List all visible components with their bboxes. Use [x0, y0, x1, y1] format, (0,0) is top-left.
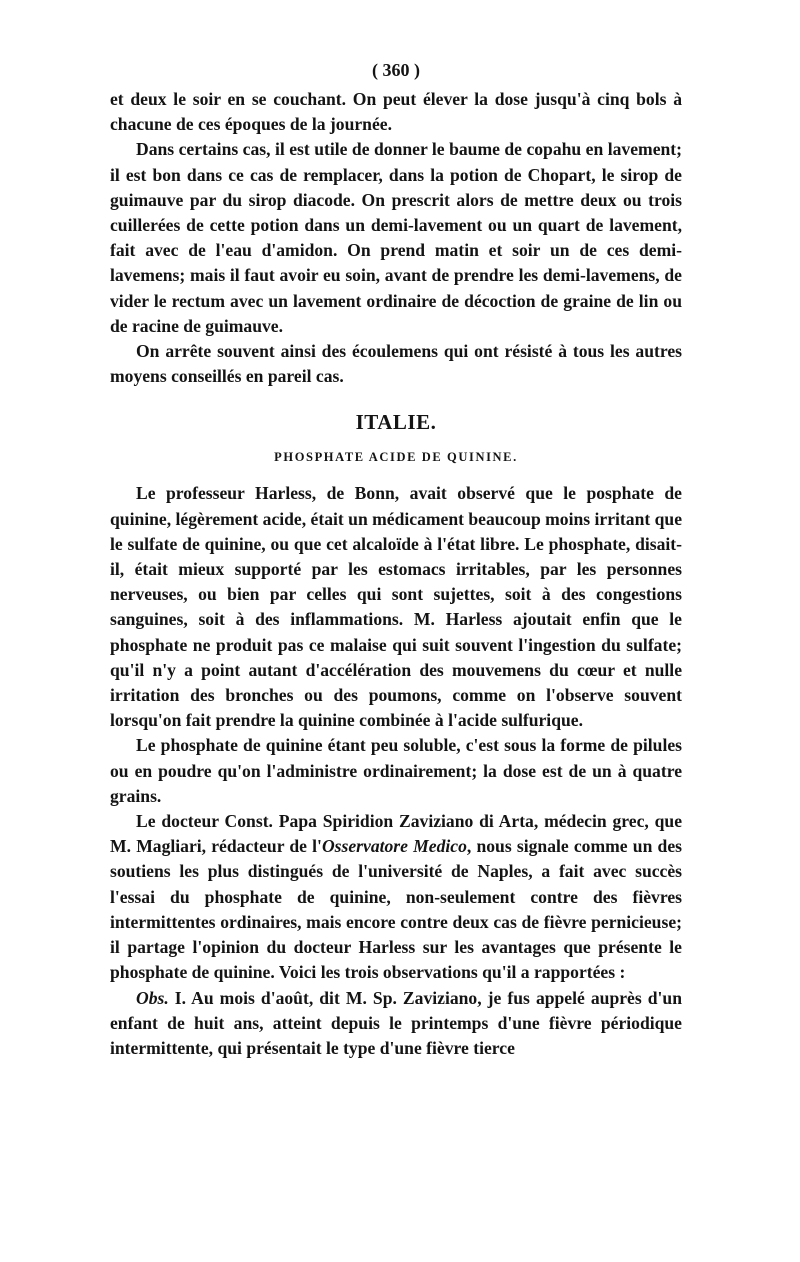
paragraph-zaviziano: [110, 809, 682, 985]
paragraph-ecoulemens: On arrête souvent ainsi des écoulemens qui ont résisté à tous les autres moyens conseillés en pareil cas.: [110, 341, 682, 387]
paragraph-harless: Le professeur Harless, de Bonn, avait observé que le posphate de quinine, légèrement acide, était un médicament beaucoup moins irritant que le sulfate de quinine, ou que cet alcaloïde à l'état libre. Le phosphate, disait-il, était mieux supporté par les estomacs irritables, par les personnes nerveuses, ou bien par celles qui sont sujettes, soit à des congestions sanguines, soit à des inflammations. M. Harless ajoutait enfin que le phosphate ne produit pas ce malaise qui suit souvent l'ingestion du sulfate; qu'il n'y a point autant d'accélération des mouvemens du cœur et nulle irritation des bronches ou des poumons, comme on l'observe souvent lorsqu'on fait prendre la quinine combinée à l'acide sulfurique.: [110, 483, 682, 731]
page-number: ( 360 ): [372, 60, 420, 80]
paragraph-continuation: et deux le soir en se couchant. On peut élever la dose jusqu'à cinq bols à chacune de ces époques de la journée.: [110, 89, 682, 135]
section-title: ITALIE.: [355, 410, 437, 435]
paragraph-copahu-lavement: Dans certains cas, il est utile de donner le baume de copahu en lavement; il est bon dans ce cas de remplacer, dans la potion de Chopart, le sirop de guimauve par du sirop diacode. On prescrit alors de mettre deux ou trois cuillerées de cette potion dans un demi-lavement ou un quart de lavement, fait avec de l'eau d'amidon. On prend matin et soir un de ces demi-lavemens; mais il faut avoir eu soin, avant de prendre les demi-lavemens, de vider le rectum avec un lavement ordinaire de décoction de graine de lin ou de racine de guimauve.: [110, 139, 682, 336]
paragraph-observation-1: [110, 986, 682, 1062]
observation-label: Obs.: [136, 987, 169, 1008]
paragraph-dose: Le phosphate de quinine étant peu soluble, c'est sous la forme de pilules ou en poudre qu'on l'administre ordinairement; la dose est de un à quatre grains.: [110, 735, 682, 806]
journal-title: Osservatore Medico: [321, 836, 467, 857]
paragraph-zaviziano-end: , nous signale comme un des soutiens les plus distingués de l'université de Naples, a fait avec succès l'essai du phosphate de quinine, non-seulement contre des fièvres intermittentes ordinaires, mais encore contre deux cas de fièvre pernicieuse; il partage l'opinion du docteur Harless sur les avantages que présente le phosphate de quinine. Voici les trois observations qu'il a rapportées :: [110, 836, 682, 983]
observation-text: I. Au mois d'août, dit M. Sp. Zaviziano, je fus appelé auprès d'un enfant de huit ans, atteint depuis le printemps d'une fièvre périodique intermittente, qui présentait le type d'une fièvre tierce: [110, 987, 682, 1058]
subsection-title: PHOSPHATE ACIDE DE QUININE.: [274, 450, 518, 465]
paragraph-zaviziano-start: Le docteur Const. Papa Spiridion Zaviziano di Arta, médecin grec, que M. Magliari, rédacteur de l': [110, 811, 682, 857]
book-page: [110, 58, 682, 1061]
